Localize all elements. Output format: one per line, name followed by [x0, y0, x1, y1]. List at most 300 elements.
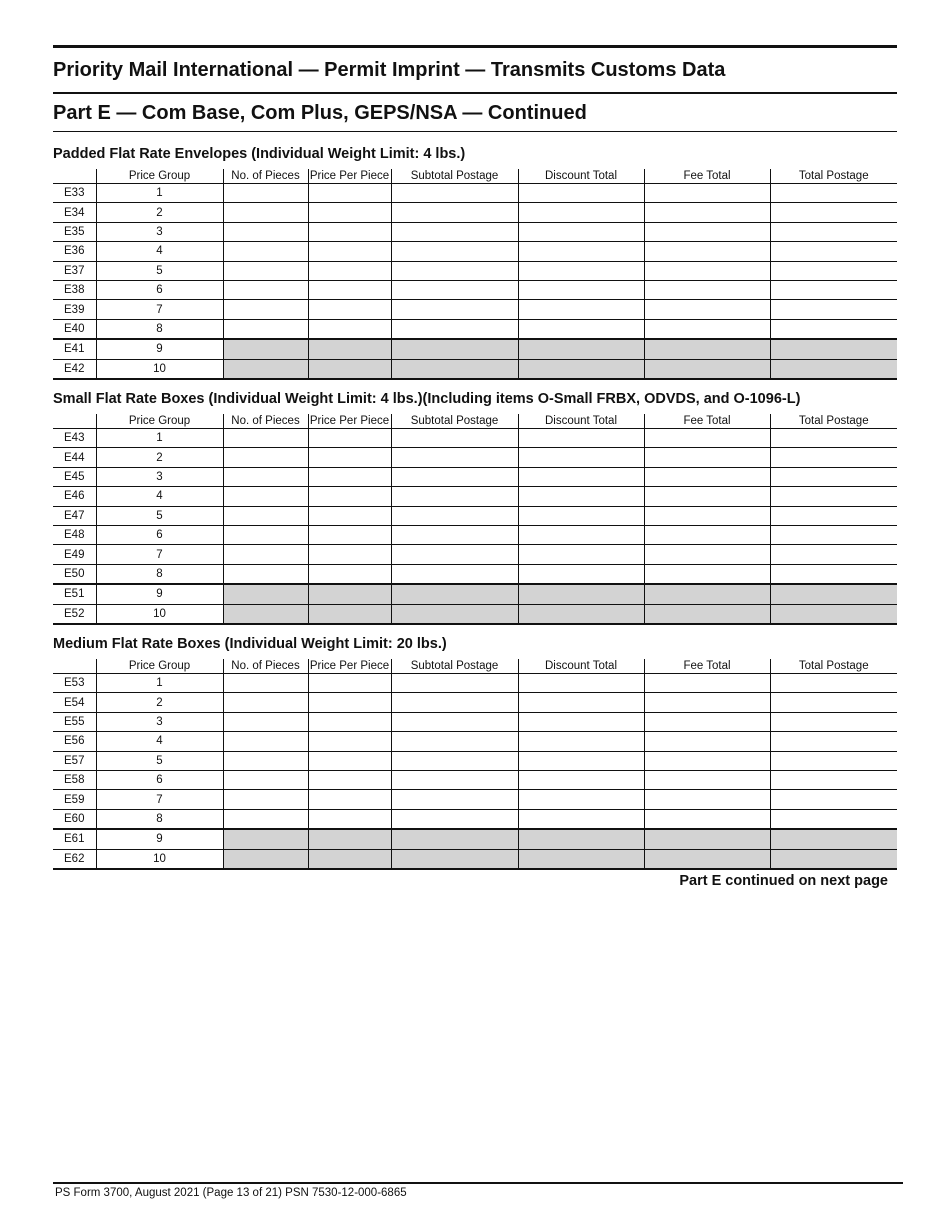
total-postage-field[interactable]: [770, 184, 897, 203]
total-postage-field[interactable]: [770, 487, 897, 506]
total-postage-field[interactable]: [770, 674, 897, 693]
section-title-medium-boxes: Medium Flat Rate Boxes (Individual Weight Limit: 20 lbs.): [53, 636, 447, 652]
column-header: Total Postage: [770, 659, 897, 674]
price-per-piece-field[interactable]: [308, 222, 391, 241]
column-header: Subtotal Postage: [391, 169, 518, 184]
row-code: E46: [53, 487, 96, 506]
table-row: [53, 545, 897, 564]
discount-total-field[interactable]: [518, 487, 644, 506]
row-code: E53: [53, 674, 96, 693]
price-group: 8: [96, 809, 223, 829]
total-postage-field[interactable]: [770, 319, 897, 339]
price-group: 5: [96, 506, 223, 525]
total-postage-field[interactable]: [770, 467, 897, 486]
price-per-piece-field[interactable]: [308, 467, 391, 486]
footer-rule: [53, 1182, 903, 1184]
fee-total-field[interactable]: [644, 280, 770, 299]
row-code: E39: [53, 300, 96, 319]
discount-total-field[interactable]: [518, 467, 644, 486]
subtotal-postage-field: [391, 584, 518, 604]
total-postage-field: [770, 359, 897, 379]
price-group: 4: [96, 487, 223, 506]
price-per-piece-field[interactable]: [308, 429, 391, 448]
column-header: Fee Total: [644, 659, 770, 674]
discount-total-field[interactable]: [518, 319, 644, 339]
discount-total-field[interactable]: [518, 242, 644, 261]
subtotal-postage-field[interactable]: [391, 222, 518, 241]
subtotal-postage-field[interactable]: [391, 809, 518, 829]
price-group: 2: [96, 693, 223, 712]
discount-total-field[interactable]: [518, 261, 644, 280]
subtotal-postage-field: [391, 339, 518, 359]
price-per-piece-field[interactable]: [308, 790, 391, 809]
subtotal-postage-field[interactable]: [391, 545, 518, 564]
discount-total-field[interactable]: [518, 770, 644, 789]
discount-total-field: [518, 584, 644, 604]
table-row: [53, 751, 897, 770]
table-row: [53, 506, 897, 525]
row-code: E37: [53, 261, 96, 280]
subtotal-postage-field[interactable]: [391, 319, 518, 339]
subtotal-postage-field[interactable]: [391, 203, 518, 222]
table-row: [53, 809, 897, 829]
discount-total-field[interactable]: [518, 790, 644, 809]
row-code: E57: [53, 751, 96, 770]
pieces-field[interactable]: [223, 280, 308, 299]
pieces-field[interactable]: [223, 564, 308, 584]
column-header: Total Postage: [770, 414, 897, 429]
pieces-field: [223, 359, 308, 379]
row-code: E33: [53, 184, 96, 203]
pieces-field[interactable]: [223, 525, 308, 544]
column-header: Fee Total: [644, 414, 770, 429]
table-row: [53, 732, 897, 751]
column-header: Subtotal Postage: [391, 659, 518, 674]
fee-total-field[interactable]: [644, 222, 770, 241]
pieces-field[interactable]: [223, 203, 308, 222]
form-title: Priority Mail International — Permit Imprint — Transmits Customs Data: [53, 59, 726, 81]
total-postage-field[interactable]: [770, 751, 897, 770]
total-postage-field[interactable]: [770, 712, 897, 731]
column-header: Total Postage: [770, 169, 897, 184]
price-per-piece-field: [308, 339, 391, 359]
column-header: No. of Pieces: [223, 414, 308, 429]
column-header: [53, 659, 96, 674]
subtotal-postage-field[interactable]: [391, 564, 518, 584]
subtotal-postage-field[interactable]: [391, 300, 518, 319]
subtotal-postage-field[interactable]: [391, 280, 518, 299]
price-group: 4: [96, 242, 223, 261]
table-row: [53, 487, 897, 506]
pieces-field[interactable]: [223, 487, 308, 506]
total-postage-field[interactable]: [770, 770, 897, 789]
fee-total-field: [644, 829, 770, 849]
fee-total-field[interactable]: [644, 184, 770, 203]
row-code: E47: [53, 506, 96, 525]
price-group: 2: [96, 448, 223, 467]
pieces-field[interactable]: [223, 732, 308, 751]
row-code: E35: [53, 222, 96, 241]
table-row: [53, 467, 897, 486]
fee-total-field[interactable]: [644, 712, 770, 731]
subtotal-postage-field[interactable]: [391, 487, 518, 506]
part-divider: [53, 131, 897, 132]
row-code: E51: [53, 584, 96, 604]
fee-total-field[interactable]: [644, 809, 770, 829]
price-per-piece-field[interactable]: [308, 545, 391, 564]
pieces-field[interactable]: [223, 693, 308, 712]
total-postage-field: [770, 604, 897, 624]
price-per-piece-field[interactable]: [308, 280, 391, 299]
discount-total-field[interactable]: [518, 203, 644, 222]
price-per-piece-field: [308, 829, 391, 849]
row-code: E41: [53, 339, 96, 359]
price-per-piece-field[interactable]: [308, 300, 391, 319]
price-per-piece-field[interactable]: [308, 732, 391, 751]
total-postage-field[interactable]: [770, 790, 897, 809]
title-divider: [53, 92, 897, 94]
total-postage-field[interactable]: [770, 693, 897, 712]
fee-total-field[interactable]: [644, 203, 770, 222]
fee-total-field: [644, 584, 770, 604]
row-code: E45: [53, 467, 96, 486]
column-header: [53, 414, 96, 429]
price-group: 1: [96, 429, 223, 448]
price-per-piece-field[interactable]: [308, 184, 391, 203]
discount-total-field[interactable]: [518, 448, 644, 467]
table-row: [53, 448, 897, 467]
price-per-piece-field[interactable]: [308, 203, 391, 222]
fee-total-field[interactable]: [644, 770, 770, 789]
row-code: E55: [53, 712, 96, 731]
total-postage-field[interactable]: [770, 564, 897, 584]
pieces-field: [223, 339, 308, 359]
table-row: [53, 604, 897, 624]
table-small-boxes: [53, 414, 897, 625]
table-row: [53, 712, 897, 731]
price-per-piece-field: [308, 604, 391, 624]
price-per-piece-field[interactable]: [308, 319, 391, 339]
total-postage-field[interactable]: [770, 448, 897, 467]
continued-note: Part E continued on next page: [679, 873, 888, 889]
total-postage-field[interactable]: [770, 280, 897, 299]
price-group: 5: [96, 261, 223, 280]
table-padded-envelopes: [53, 169, 897, 380]
top-rule: [53, 45, 897, 48]
column-header: Discount Total: [518, 414, 644, 429]
fee-total-field: [644, 849, 770, 869]
table-row: [53, 184, 897, 203]
subtotal-postage-field[interactable]: [391, 732, 518, 751]
discount-total-field: [518, 604, 644, 624]
price-group: 10: [96, 359, 223, 379]
subtotal-postage-field: [391, 849, 518, 869]
total-postage-field[interactable]: [770, 261, 897, 280]
price-group: 6: [96, 525, 223, 544]
price-group: 5: [96, 751, 223, 770]
price-group: 10: [96, 849, 223, 869]
subtotal-postage-field[interactable]: [391, 712, 518, 731]
row-code: E40: [53, 319, 96, 339]
column-header: Price Group: [96, 414, 223, 429]
price-per-piece-field[interactable]: [308, 448, 391, 467]
column-header: Price Group: [96, 169, 223, 184]
row-code: E49: [53, 545, 96, 564]
price-per-piece-field[interactable]: [308, 242, 391, 261]
pieces-field[interactable]: [223, 712, 308, 731]
row-code: E44: [53, 448, 96, 467]
row-code: E43: [53, 429, 96, 448]
price-group: 8: [96, 564, 223, 584]
table-row: [53, 564, 897, 584]
price-group: 4: [96, 732, 223, 751]
table-row: [53, 203, 897, 222]
price-group: 8: [96, 319, 223, 339]
fee-total-field: [644, 604, 770, 624]
subtotal-postage-field[interactable]: [391, 429, 518, 448]
table-row: [53, 770, 897, 789]
table-row: [53, 829, 897, 849]
pieces-field[interactable]: [223, 448, 308, 467]
subtotal-postage-field[interactable]: [391, 467, 518, 486]
price-group: 7: [96, 790, 223, 809]
subtotal-postage-field[interactable]: [391, 674, 518, 693]
fee-total-field[interactable]: [644, 448, 770, 467]
discount-total-field[interactable]: [518, 280, 644, 299]
subtotal-postage-field[interactable]: [391, 790, 518, 809]
row-code: E54: [53, 693, 96, 712]
total-postage-field[interactable]: [770, 222, 897, 241]
price-group: 6: [96, 280, 223, 299]
column-header: Fee Total: [644, 169, 770, 184]
total-postage-field[interactable]: [770, 203, 897, 222]
price-per-piece-field[interactable]: [308, 770, 391, 789]
pieces-field[interactable]: [223, 300, 308, 319]
subtotal-postage-field[interactable]: [391, 770, 518, 789]
price-per-piece-field: [308, 584, 391, 604]
table-medium-boxes: [53, 659, 897, 870]
price-group: 9: [96, 584, 223, 604]
price-group: 7: [96, 300, 223, 319]
fee-total-field[interactable]: [644, 467, 770, 486]
pieces-field[interactable]: [223, 809, 308, 829]
table-row: [53, 429, 897, 448]
price-per-piece-field[interactable]: [308, 487, 391, 506]
fee-total-field[interactable]: [644, 487, 770, 506]
subtotal-postage-field: [391, 359, 518, 379]
discount-total-field[interactable]: [518, 222, 644, 241]
price-per-piece-field[interactable]: [308, 525, 391, 544]
subtotal-postage-field[interactable]: [391, 506, 518, 525]
fee-total-field[interactable]: [644, 242, 770, 261]
column-header: Price Per Piece: [309, 415, 390, 427]
discount-total-field: [518, 359, 644, 379]
price-per-piece-field[interactable]: [308, 712, 391, 731]
discount-total-field[interactable]: [518, 693, 644, 712]
discount-total-field[interactable]: [518, 429, 644, 448]
row-code: E61: [53, 829, 96, 849]
price-group: 10: [96, 604, 223, 624]
price-group: 6: [96, 770, 223, 789]
row-code: E52: [53, 604, 96, 624]
price-per-piece-field: [308, 849, 391, 869]
discount-total-field: [518, 339, 644, 359]
fee-total-field[interactable]: [644, 525, 770, 544]
discount-total-field[interactable]: [518, 751, 644, 770]
pieces-field[interactable]: [223, 429, 308, 448]
row-code: E62: [53, 849, 96, 869]
discount-total-field[interactable]: [518, 300, 644, 319]
form-footer: PS Form 3700, August 2021 (Page 13 of 21) PSN 7530-12-000-6865: [55, 1187, 407, 1199]
row-code: E59: [53, 790, 96, 809]
table-row: [53, 319, 897, 339]
total-postage-field: [770, 584, 897, 604]
pieces-field[interactable]: [223, 770, 308, 789]
total-postage-field[interactable]: [770, 429, 897, 448]
price-group: 7: [96, 545, 223, 564]
fee-total-field[interactable]: [644, 261, 770, 280]
total-postage-field[interactable]: [770, 300, 897, 319]
discount-total-field[interactable]: [518, 564, 644, 584]
price-group: 1: [96, 184, 223, 203]
pieces-field[interactable]: [223, 261, 308, 280]
pieces-field[interactable]: [223, 506, 308, 525]
pieces-field: [223, 829, 308, 849]
subtotal-postage-field[interactable]: [391, 525, 518, 544]
subtotal-postage-field: [391, 604, 518, 624]
fee-total-field[interactable]: [644, 429, 770, 448]
row-code: E48: [53, 525, 96, 544]
pieces-field[interactable]: [223, 222, 308, 241]
table-row: [53, 300, 897, 319]
row-code: E58: [53, 770, 96, 789]
total-postage-field[interactable]: [770, 809, 897, 829]
pieces-field[interactable]: [223, 674, 308, 693]
table-row: [53, 525, 897, 544]
price-per-piece-field[interactable]: [308, 261, 391, 280]
discount-total-field[interactable]: [518, 674, 644, 693]
price-per-piece-field[interactable]: [308, 564, 391, 584]
pieces-field[interactable]: [223, 545, 308, 564]
pieces-field: [223, 849, 308, 869]
price-per-piece-field[interactable]: [308, 506, 391, 525]
price-per-piece-field[interactable]: [308, 674, 391, 693]
fee-total-field[interactable]: [644, 564, 770, 584]
pieces-field[interactable]: [223, 790, 308, 809]
price-per-piece-field: [308, 359, 391, 379]
discount-total-field[interactable]: [518, 506, 644, 525]
price-per-piece-field[interactable]: [308, 693, 391, 712]
fee-total-field[interactable]: [644, 674, 770, 693]
row-code: E42: [53, 359, 96, 379]
fee-total-field[interactable]: [644, 319, 770, 339]
price-group: 2: [96, 203, 223, 222]
price-group: 9: [96, 339, 223, 359]
price-group: 3: [96, 712, 223, 731]
fee-total-field[interactable]: [644, 693, 770, 712]
subtotal-postage-field[interactable]: [391, 242, 518, 261]
column-header: Discount Total: [518, 169, 644, 184]
price-group: 1: [96, 674, 223, 693]
pieces-field[interactable]: [223, 467, 308, 486]
total-postage-field: [770, 829, 897, 849]
section-title-padded-envelopes: Padded Flat Rate Envelopes (Individual Weight Limit: 4 lbs.): [53, 146, 466, 162]
pieces-field[interactable]: [223, 242, 308, 261]
table-row: [53, 242, 897, 261]
price-group: 9: [96, 829, 223, 849]
fee-total-field[interactable]: [644, 545, 770, 564]
discount-total-field[interactable]: [518, 809, 644, 829]
subtotal-postage-field[interactable]: [391, 184, 518, 203]
subtotal-postage-field[interactable]: [391, 448, 518, 467]
row-code: E60: [53, 809, 96, 829]
total-postage-field[interactable]: [770, 242, 897, 261]
fee-total-field[interactable]: [644, 790, 770, 809]
column-header: [53, 169, 96, 184]
section-title-small-boxes: Small Flat Rate Boxes (Individual Weight Limit: 4 lbs.)(Including items O-Small FRBX, ODVDS, and O-1096-L): [53, 391, 801, 407]
discount-total-field[interactable]: [518, 545, 644, 564]
total-postage-field[interactable]: [770, 506, 897, 525]
subtotal-postage-field[interactable]: [391, 693, 518, 712]
part-heading: Part E — Com Base, Com Plus, GEPS/NSA — Continued: [53, 102, 587, 124]
pieces-field: [223, 584, 308, 604]
price-group: 3: [96, 222, 223, 241]
fee-total-field[interactable]: [644, 751, 770, 770]
total-postage-field[interactable]: [770, 545, 897, 564]
pieces-field[interactable]: [223, 184, 308, 203]
column-header: Price Per Piece: [309, 660, 390, 672]
discount-total-field: [518, 829, 644, 849]
discount-total-field: [518, 849, 644, 869]
discount-total-field[interactable]: [518, 712, 644, 731]
row-code: E38: [53, 280, 96, 299]
pieces-field: [223, 604, 308, 624]
fee-total-field: [644, 339, 770, 359]
column-header: Subtotal Postage: [391, 414, 518, 429]
pieces-field[interactable]: [223, 319, 308, 339]
total-postage-field[interactable]: [770, 732, 897, 751]
fee-total-field[interactable]: [644, 300, 770, 319]
row-code: E34: [53, 203, 96, 222]
discount-total-field[interactable]: [518, 732, 644, 751]
row-code: E36: [53, 242, 96, 261]
total-postage-field: [770, 849, 897, 869]
row-code: E50: [53, 564, 96, 584]
subtotal-postage-field[interactable]: [391, 751, 518, 770]
column-header: No. of Pieces: [223, 169, 308, 184]
price-per-piece-field[interactable]: [308, 751, 391, 770]
table-row: [53, 222, 897, 241]
discount-total-field[interactable]: [518, 184, 644, 203]
discount-total-field[interactable]: [518, 525, 644, 544]
table-row: [53, 339, 897, 359]
price-per-piece-field[interactable]: [308, 809, 391, 829]
price-group: 3: [96, 467, 223, 486]
pieces-field[interactable]: [223, 751, 308, 770]
total-postage-field: [770, 339, 897, 359]
fee-total-field[interactable]: [644, 506, 770, 525]
fee-total-field[interactable]: [644, 732, 770, 751]
table-row: [53, 849, 897, 869]
table-row: [53, 693, 897, 712]
fee-total-field: [644, 359, 770, 379]
total-postage-field[interactable]: [770, 525, 897, 544]
column-header: No. of Pieces: [223, 659, 308, 674]
row-code: E56: [53, 732, 96, 751]
subtotal-postage-field[interactable]: [391, 261, 518, 280]
table-row: [53, 790, 897, 809]
column-header: Price Per Piece: [309, 170, 390, 182]
